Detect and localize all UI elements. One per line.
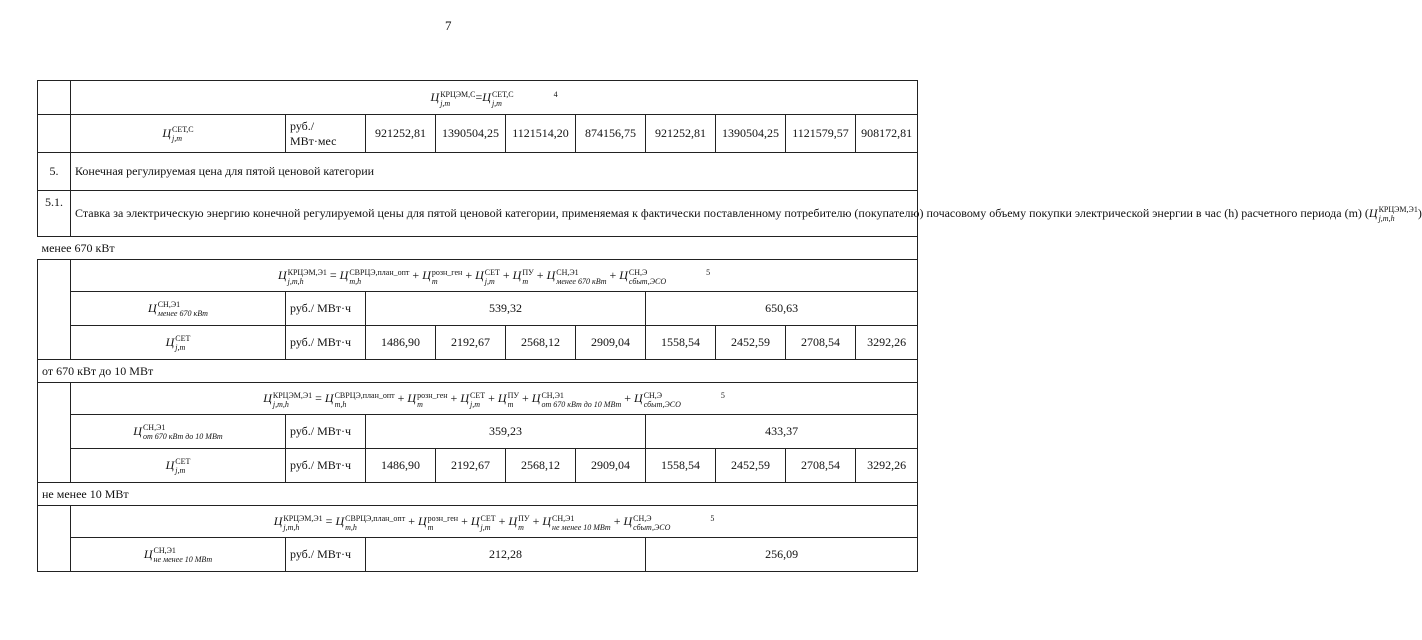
value-cell: 2568,12: [506, 326, 576, 360]
section-number: 5.1.: [38, 191, 71, 237]
section-number: 5.: [38, 153, 71, 191]
sn-value-left: 212,28: [366, 538, 646, 572]
unit-rub-mwh: руб./ МВт·ч: [286, 449, 366, 483]
unit-rub-mwh: руб./ МВт·ч: [286, 415, 366, 449]
value-cell: 3292,26: [856, 449, 918, 483]
top-formula: Ц КРЦЭМ,С j,m =Ц СЕТ,С j,m $^4$: [71, 81, 918, 115]
sn-symbol: Ц СН,Э1 от 670 кВт до 10 МВт: [71, 415, 286, 449]
sn-value-left: 359,23: [366, 415, 646, 449]
value-cell: 1390504,25: [716, 115, 786, 153]
value-cell: 874156,75: [576, 115, 646, 153]
empty-num-cell: [38, 115, 71, 153]
unit-rub-mwmonth: руб./ МВт·мес: [286, 115, 366, 153]
value-cell: 1121514,20: [506, 115, 576, 153]
value-cell: 2568,12: [506, 449, 576, 483]
group-formula: Ц КРЦЭМ,Э1 j,m,h = Ц СВРЦЭ,план_опт m,h + Ц розн_ген m + Ц СЕТ j,m + Ц ПУ m + Ц СН,Э1 не менее 10 МВт + Ц СН,Э сбыт,ЭСО $^5$: [71, 506, 918, 538]
sn-row: [38, 538, 918, 572]
section-5-row: [38, 153, 918, 191]
value-cell: 2192,67: [436, 449, 506, 483]
value-cell: 921252,81: [366, 115, 436, 153]
footnote-ref: 5: [706, 268, 711, 278]
sn-row: [38, 415, 918, 449]
set-c-row: [38, 115, 918, 153]
group-label-row: [38, 237, 918, 260]
value-cell: 2909,04: [576, 326, 646, 360]
page-number: 7: [445, 18, 452, 33]
empty-num-cell: [38, 81, 71, 115]
set-row: [38, 326, 918, 360]
sn-symbol: Ц СН,Э1 менее 670 кВт: [71, 292, 286, 326]
value-cell: 1486,90: [366, 449, 436, 483]
footnote-ref: 4: [553, 90, 558, 100]
unit-rub-mwh: руб./ МВт·ч: [286, 538, 366, 572]
value-cell: 2192,67: [436, 326, 506, 360]
group-label: не менее 10 МВт: [38, 483, 918, 506]
value-cell: 2909,04: [576, 449, 646, 483]
set-c-symbol: Ц СЕТ,С j,m: [71, 115, 286, 153]
value-cell: 2708,54: [786, 326, 856, 360]
value-cell: 2452,59: [716, 449, 786, 483]
set-symbol: Ц СЕТ j,m: [71, 449, 286, 483]
sn-value-left: 539,32: [366, 292, 646, 326]
sn-symbol: Ц СН,Э1 не менее 10 МВт: [71, 538, 286, 572]
set-row: [38, 449, 918, 483]
group-formula-row: [38, 383, 918, 415]
footnote-ref: 5: [720, 391, 725, 401]
value-cell: 1486,90: [366, 326, 436, 360]
section-title: Конечная регулируемая цена для пятой ценовой категории: [71, 153, 918, 191]
unit-rub-mwh: руб./ МВт·ч: [286, 326, 366, 360]
footnote-ref: 5: [710, 514, 715, 524]
group-label-row: [38, 360, 918, 383]
sn-value-right: 433,37: [646, 415, 918, 449]
group-label: от 670 кВт до 10 МВт: [38, 360, 918, 383]
value-cell: 908172,81: [856, 115, 918, 153]
sn-row: [38, 292, 918, 326]
group-formula: Ц КРЦЭМ,Э1 j,m,h = Ц СВРЦЭ,план_опт m,h + Ц розн_ген m + Ц СЕТ j,m + Ц ПУ m + Ц СН,Э1 менее 670 кВт + Ц СН,Э сбыт,ЭСО $^5$: [71, 260, 918, 292]
group-formula-row: [38, 260, 918, 292]
value-cell: 1558,54: [646, 449, 716, 483]
set-symbol: Ц СЕТ j,m: [71, 326, 286, 360]
value-cell: 1121579,57: [786, 115, 856, 153]
value-cell: 921252,81: [646, 115, 716, 153]
tariff-table: [37, 80, 1422, 572]
sn-value-right: 650,63: [646, 292, 918, 326]
value-cell: 2708,54: [786, 449, 856, 483]
unit-rub-mwh: руб./ МВт·ч: [286, 292, 366, 326]
top-formula-row: [38, 81, 918, 115]
value-cell: 1558,54: [646, 326, 716, 360]
group-label-row: [38, 483, 918, 506]
group-formula-row: [38, 506, 918, 538]
section-description: Ставка за электрическую энергию конечной регулируемой цены для пятой ценовой категории, применяемая к фактически поставленному потребителю (покупателю) почасовому объему покупки электрической энергии в час (h) расчетного периода (m) (Ц КРЦЭМ,Э1 j,m,h ): [71, 191, 918, 237]
value-cell: 2452,59: [716, 326, 786, 360]
value-cell: 1390504,25: [436, 115, 506, 153]
value-cell: 3292,26: [856, 326, 918, 360]
sn-value-right: 256,09: [646, 538, 918, 572]
group-label: менее 670 кВт: [38, 237, 918, 260]
section-51-row: [38, 191, 918, 237]
group-formula: Ц КРЦЭМ,Э1 j,m,h = Ц СВРЦЭ,план_опт m,h + Ц розн_ген m + Ц СЕТ j,m + Ц ПУ m + Ц СН,Э1 от 670 кВт до 10 МВт + Ц СН,Э сбыт,ЭСО $^5$: [71, 383, 918, 415]
